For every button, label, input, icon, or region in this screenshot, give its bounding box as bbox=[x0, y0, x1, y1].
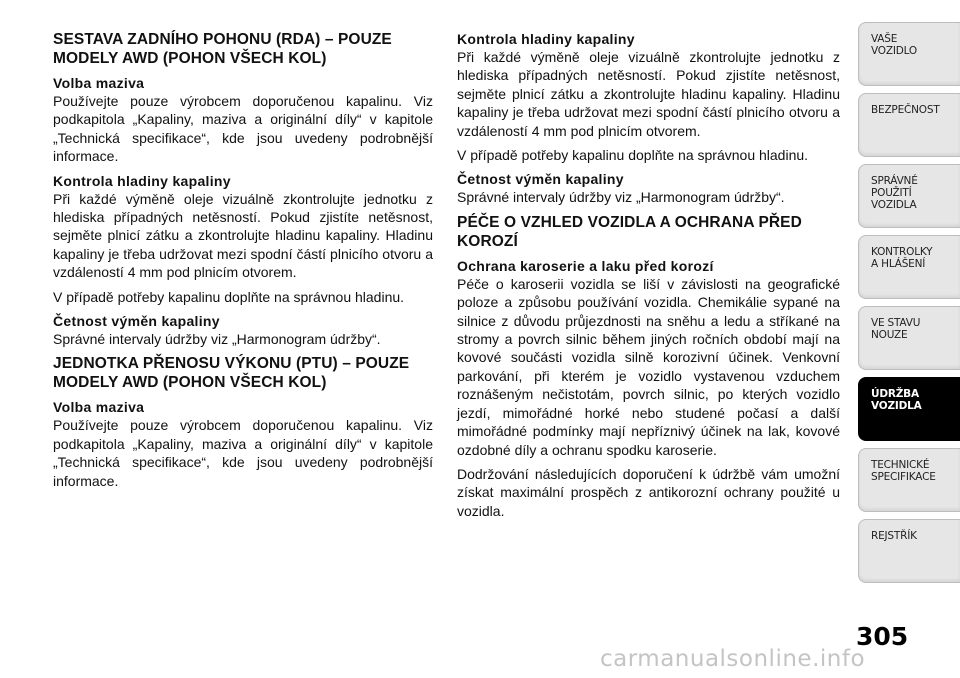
tab-udrzba-vozidla[interactable]: ÚDRŽBA VOZIDLA bbox=[858, 377, 960, 441]
page-number: 305 bbox=[856, 622, 909, 651]
watermark: carmanualsonline.info bbox=[600, 646, 866, 672]
paragraph-fluid-level-check-ptu: Při každé výměně oleje vizuálně zkontrolujte jednotku z hlediska případných netěsností. Pokud zjistíte netěsnost, sejměte plnicí zátku a zkontrolujte hladinu kapaliny. Hladinu kapaliny je třeba udržovat mezi spodní částí plnicího otvoru a vzdáleností 4 mm pod plnicím otvorem. bbox=[457, 49, 840, 139]
paragraph-lubricant-choice-ptu: Používejte pouze výrobcem doporučenou kapalinu. Viz podkapitola „Kapaliny, maziva a originální díly“ v kapitole „Technická specifikace“, kde jsou uvedeny podrobnější informace. bbox=[53, 417, 433, 489]
subheading-fluid-level-check-ptu: Kontrola hladiny kapaliny bbox=[457, 31, 635, 47]
section-heading-appearance-care: PÉČE O VZHLED VOZIDLA A OCHRANA PŘED KOROZÍ bbox=[457, 213, 802, 250]
paragraph-corrosion-protection: Péče o karoserii vozidla se liší v závislosti na geografické poloze a způsobu používání vozidla. Chemikálie sypané na silnice z důvodu průjezdnosti na sněhu a ledu a stříkané na stromy a povrch silnic během jiných ročních období mají na kovové součásti vozidla silně korozivní účinek. Venkovní parkování, při kterém je vozidlo vystavenou vzduchem roznášeným nečistotám, povrch silnic, po kterých vozidlo jezdí, mimořádné horké nebo studené počasí a další mimořádné podmínky mají nepříznivý účinek na lak, kovové ozdobné díly a ochranu spodku karoserie. bbox=[457, 275, 840, 458]
tab-bezpecnost[interactable]: BEZPEČNOST bbox=[858, 93, 960, 157]
subheading-change-frequency: Četnost výměn kapaliny bbox=[53, 313, 220, 330]
paragraph-recommendations: Dodržování následujících doporučení k údržbě vám umožní získat maximální prospěch z antikorozní ochrany použité u vozidla. bbox=[457, 465, 840, 519]
paragraph-top-up-ptu: V případě potřeby kapalinu doplňte na správnou hladinu. bbox=[457, 147, 809, 164]
tab-ve-stavu-nouze[interactable]: VE STAVU NOUZE bbox=[858, 306, 960, 370]
subheading-lubricant-choice-ptu: Volba maziva bbox=[53, 399, 145, 416]
tab-kontrolky[interactable]: KONTROLKY A HLÁŠENÍ bbox=[858, 235, 960, 299]
tab-vase-vozidlo[interactable]: VAŠE VOZIDLO bbox=[858, 22, 960, 86]
subheading-change-frequency-ptu: Četnost výměn kapaliny bbox=[457, 171, 624, 188]
paragraph-change-frequency: Správné intervaly údržby viz „Harmonogram údržby“. bbox=[53, 331, 381, 348]
paragraph-change-frequency-ptu: Správné intervaly údržby viz „Harmonogram údržby“. bbox=[457, 189, 785, 206]
left-column bbox=[53, 30, 433, 496]
section-heading-ptu: JEDNOTKA PŘENOSU VÝKONU (PTU) – POUZE MODELY AWD (POHON VŠECH KOL) bbox=[53, 355, 410, 392]
tab-spravne-pouziti[interactable]: SPRÁVNÉ POUŽITÍ VOZIDLA bbox=[858, 164, 960, 228]
section-heading-rda: SESTAVA ZADNÍHO POHONU (RDA) – POUZE MODELY AWD (POHON VŠECH KOL) bbox=[53, 31, 392, 67]
tab-technicke-specifikace[interactable]: TECHNICKÉ SPECIFIKACE bbox=[858, 448, 960, 512]
subheading-fluid-level-check: Kontrola hladiny kapaliny bbox=[53, 172, 231, 189]
paragraph-top-up: V případě potřeby kapalinu doplňte na správnou hladinu. bbox=[53, 288, 405, 305]
subheading-lubricant-choice: Volba maziva bbox=[53, 75, 145, 91]
subheading-corrosion-protection: Ochrana karoserie a laku před korozí bbox=[457, 257, 714, 274]
paragraph-fluid-level-check: Při každé výměně oleje vizuálně zkontrolujte jednotku z hlediska případných netěsností. Pokud zjistíte netěsnost, sejměte plnicí zátku a zkontrolujte hladinu kapaliny. Hladinu kapaliny je třeba udržovat mezi spodní částí plnicího otvoru a vzdáleností 4 mm pod plnicím otvorem. bbox=[53, 190, 433, 281]
paragraph-lubricant-choice: Používejte pouze výrobcem doporučenou kapalinu. Viz podkapitola „Kapaliny, maziva a originální díly“ v kapitole „Technická specifikace“, kde jsou uvedeny podrobnější informace. bbox=[53, 93, 433, 165]
right-column bbox=[457, 30, 840, 526]
tab-rejstrik[interactable]: REJSTŘÍK bbox=[858, 519, 960, 583]
